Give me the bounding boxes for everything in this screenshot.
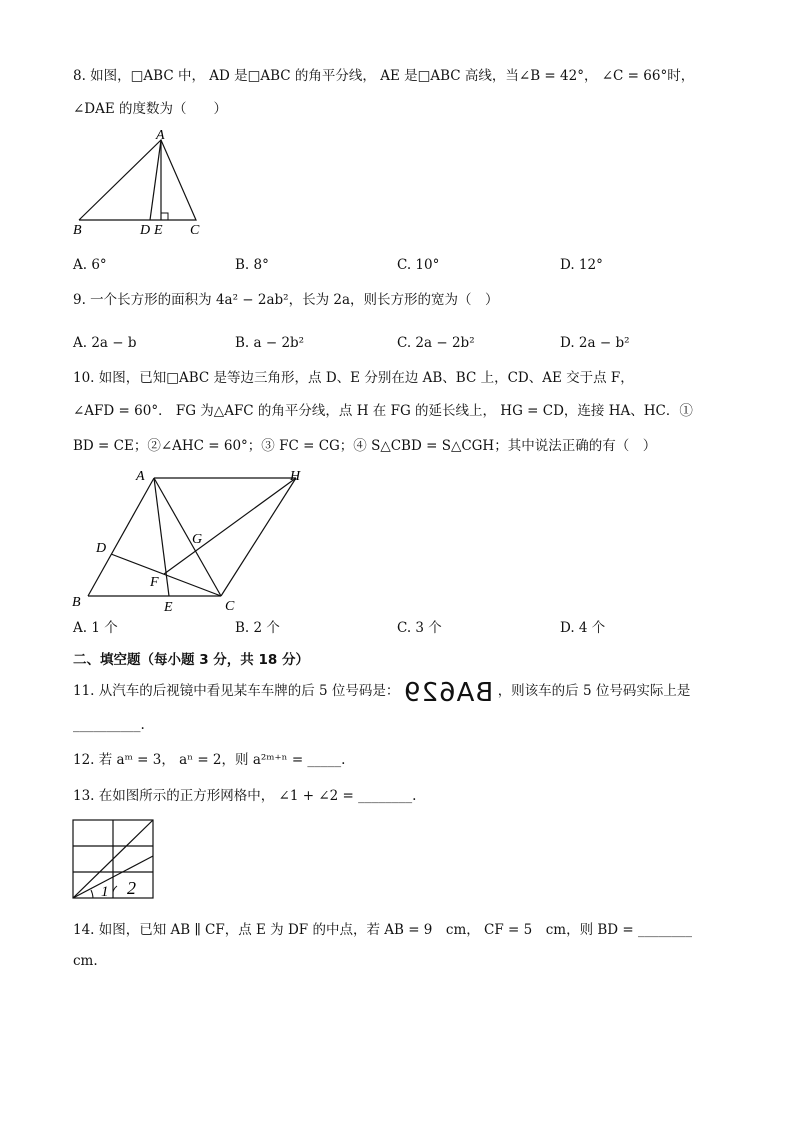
q10-stem-line2: ∠AFD = 60°． FG 为△AFC 的角平分线，点 H 在 FG 的延长线上， HG = CD，连接 HA、HC．① — [73, 403, 693, 419]
q10-label-B: B — [72, 595, 81, 610]
q10-label-E: E — [164, 600, 173, 615]
q8-label-D: D — [140, 223, 151, 238]
q10-label-H: H — [290, 469, 301, 484]
q10-option-d: D. 4 个 — [560, 620, 606, 636]
q9-option-c: C. 2a − 2b² — [397, 335, 475, 351]
q9-stem: 9. 一个长方形的面积为 4a² − 2ab²，长为 2a，则长方形的宽为（ ） — [73, 292, 499, 308]
q11-answer-blank: __________. — [73, 717, 145, 733]
q13-angle-1-label: 1 — [101, 884, 109, 900]
q14-stem-line2: cm. — [73, 953, 98, 969]
q11-text-pre: 11. 从汽车的后视镜中看见某车车牌的后 5 位号码是： — [73, 683, 400, 699]
q8-option-c: C. 10° — [397, 257, 440, 273]
q13-angle-2-label: 2 — [127, 878, 136, 898]
q8-stem-line1: 8. 如图，□ABC 中， AD 是□ABC 的角平分线， AE 是□ABC 高线，当∠B = 42°， ∠C = 66°时， — [73, 68, 695, 84]
section-2-heading: 二、填空题（每小题 3 分，共 18 分） — [73, 652, 309, 668]
q11-mirrored-plate: BA629 — [403, 678, 494, 708]
q9-option-b: B. a − 2b² — [235, 335, 305, 351]
q8-option-a: A. 6° — [73, 257, 107, 273]
q8-label-A: A — [156, 128, 165, 143]
q8-stem-line2: ∠DAE 的度数为（ ） — [73, 101, 228, 117]
q10-label-F: F — [150, 575, 159, 590]
q9-option-a: A. 2a − b — [73, 335, 137, 351]
q8-label-B: B — [73, 223, 82, 238]
q11-stem-line1 — [73, 678, 691, 708]
q8-option-d: D. 12° — [560, 257, 603, 273]
q8-option-b: B. 8° — [235, 257, 269, 273]
q10-label-G: G — [192, 532, 203, 547]
q8-triangle-figure — [70, 128, 210, 240]
q8-label-C: C — [190, 223, 200, 238]
q10-stem-line3: BD = CE；②∠AHC = 60°；③ FC = CG；④ S△CBD = S△CGH；其中说法正确的有（ ） — [73, 438, 657, 454]
q13-grid-figure — [71, 818, 157, 900]
q14-stem-line1: 14. 如图，已知 AB ∥ CF，点 E 为 DF 的中点，若 AB = 9 cm， CF = 5 cm，则 BD = ________ — [73, 922, 693, 938]
q10-parallelogram-figure — [68, 466, 318, 616]
q12-stem: 12. 若 aᵐ = 3， aⁿ = 2，则 a²ᵐ⁺ⁿ = _____. — [73, 752, 346, 768]
q10-option-b: B. 2 个 — [235, 620, 280, 636]
q10-option-c: C. 3 个 — [397, 620, 442, 636]
q13-stem: 13. 在如图所示的正方形网格中， ∠1 + ∠2 = ________. — [73, 788, 417, 804]
q10-label-D: D — [96, 541, 107, 556]
q10-label-A: A — [136, 469, 145, 484]
q10-label-C: C — [225, 599, 235, 614]
q10-stem-line1: 10. 如图，已知□ABC 是等边三角形，点 D、E 分别在边 AB、BC 上，CD、AE 交于点 F， — [73, 370, 634, 386]
q11-text-post: ，则该车的后 5 位号码实际上是 — [497, 683, 691, 699]
q8-label-E: E — [154, 223, 163, 238]
q9-option-d: D. 2a − b² — [560, 335, 630, 351]
q10-option-a: A. 1 个 — [73, 620, 118, 636]
